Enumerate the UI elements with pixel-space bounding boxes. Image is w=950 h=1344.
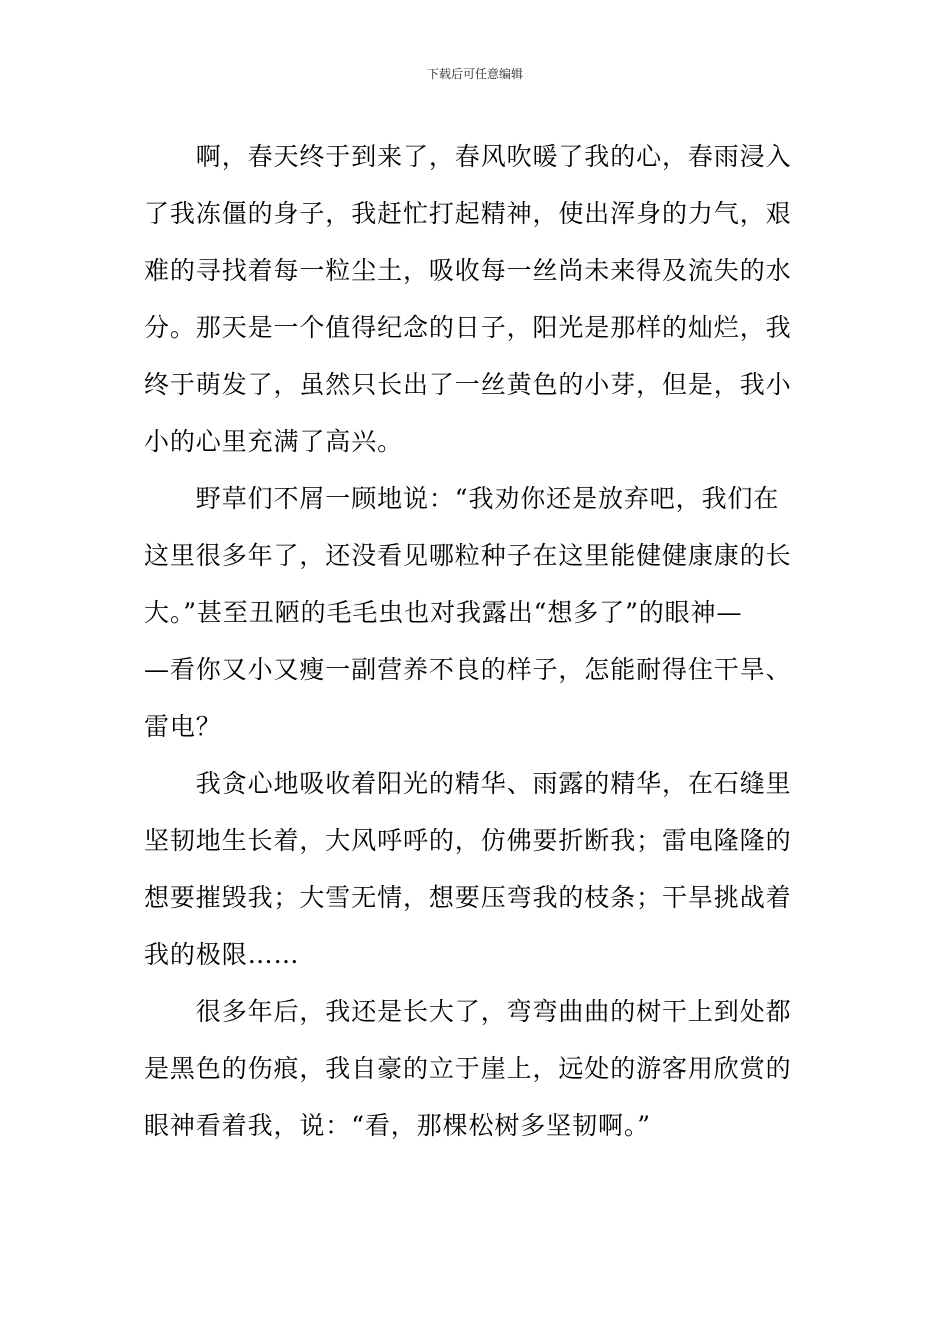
- text-line: —看你又小又瘦一副营养不良的样子，怎能耐得住干旱、: [144, 655, 792, 684]
- text-line: 雷电？: [144, 712, 222, 741]
- text-line: 这里很多年了，还没看见哪粒种子在这里能健健康康的长: [144, 541, 792, 570]
- text-line: 眼神看着我，说：“看，那棵松树多坚韧啊。”: [144, 1111, 651, 1140]
- text-line: 啊，春天终于到来了，春风吹暖了我的心，春雨浸入: [144, 142, 792, 171]
- text-line: 坚韧地生长着，大风呼呼的，仿佛要折断我；雷电隆隆的: [144, 826, 792, 855]
- text-line: 我贪心地吸收着阳光的精华、雨露的精华，在石缝里: [144, 769, 792, 798]
- text-line: 我的极限……: [144, 940, 300, 969]
- text-line: 很多年后，我还是长大了，弯弯曲曲的树干上到处都: [144, 997, 792, 1026]
- text-line: 想要摧毁我；大雪无情，想要压弯我的枝条；干旱挑战着: [144, 883, 792, 912]
- text-line: 终于萌发了，虽然只长出了一丝黄色的小芽，但是，我小: [144, 370, 792, 399]
- text-line: 分。那天是一个值得纪念的日子，阳光是那样的灿烂，我: [144, 313, 792, 342]
- text-line: 了我冻僵的身子，我赶忙打起精神，使出浑身的力气，艰: [144, 199, 792, 228]
- text-line: 难的寻找着每一粒尘土，吸收每一丝尚未来得及流失的水: [144, 256, 792, 285]
- text-line: 是黑色的伤痕，我自豪的立于崖上，远处的游客用欣赏的: [144, 1054, 792, 1083]
- text-line: 野草们不屑一顾地说：“我劝你还是放弃吧，我们在: [144, 484, 780, 513]
- page-header: 下载后可任意编辑: [426, 67, 523, 81]
- text-line: 小的心里充满了高兴。: [144, 427, 404, 456]
- text-line: 大。”甚至丑陋的毛毛虫也对我露出“想多了”的眼神—: [144, 598, 743, 627]
- document-body: [144, 128, 809, 1154]
